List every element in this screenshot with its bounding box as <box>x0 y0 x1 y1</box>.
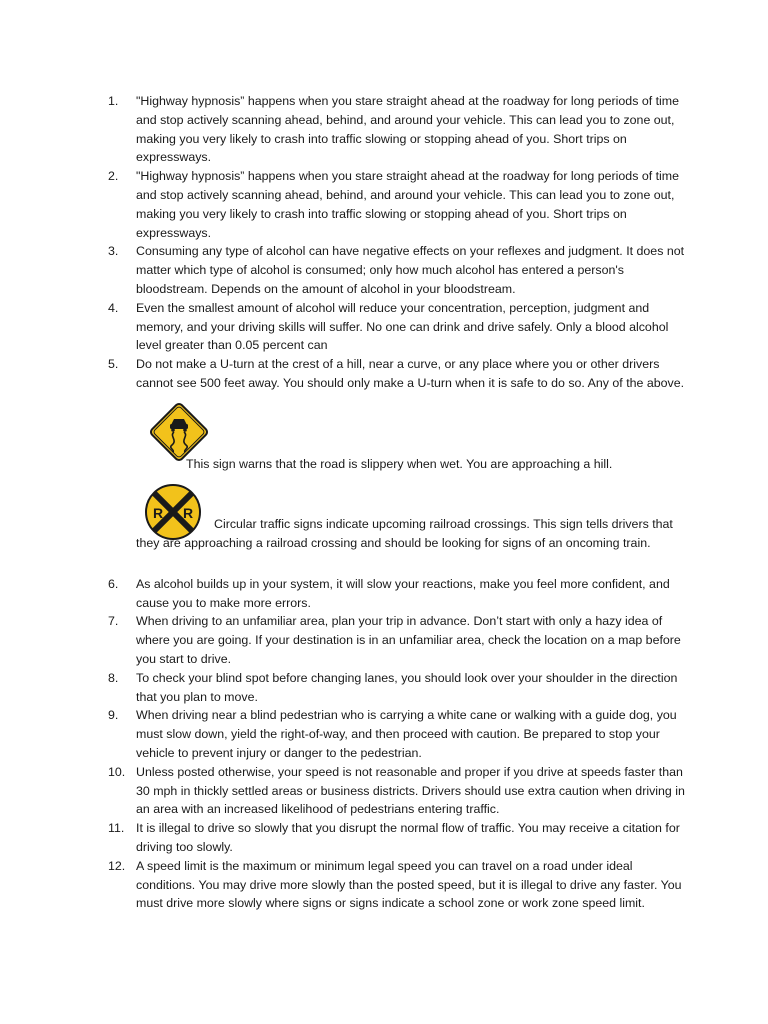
item-number: 11. <box>108 821 125 836</box>
item-text: Consuming any type of alcohol can have negative effects on your reflexes and judgment. It does not matter which type of alcohol is consumed; only how much alcohol has entered a person's bloodstream. Depends on the amount of alcohol in your bloodstream. <box>136 244 685 296</box>
numbered-list <box>108 92 688 913</box>
item-text: "Highway hypnosis” happens when you stare straight ahead at the roadway for long periods of time and stop actively scanning ahead, behind, and around your vehicle. This can lead you to zone out, making you very likely to crash into traffic slowing or stopping ahead of you. Short trips on expressways. <box>136 169 680 240</box>
item-number: 1. <box>108 94 119 108</box>
railroad-sign-block <box>108 479 688 575</box>
list-item <box>108 706 688 762</box>
item-number: 9. <box>108 708 119 723</box>
item-text: When driving near a blind pedestrian who is carrying a white cane or walking with a guide dog, you must slow down, yield the right-of-way, and then proceed with caution. Be prepared to stop your vehicle to prevent injury or danger to the pedestrian. <box>136 708 677 760</box>
item-text: When driving to an unfamiliar area, plan your trip in advance. Don’t start with only a hazy idea of where you are going. If your destination is in an unfamiliar area, check the location on a map before you start to drive. <box>136 614 681 666</box>
item-text: A speed limit is the maximum or minimum legal speed you can travel on a road under ideal conditions. You may drive more slowly than the posted speed, but it is illegal to drive any faster. You must drive more slowly where signs or signs indicate a school zone or work zone speed limit. <box>136 858 682 911</box>
list-item <box>108 355 688 393</box>
slippery-sign-caption: This sign warns that the road is slippery when wet. You are approaching a hill. <box>186 456 613 471</box>
item-text: Unless posted otherwise, your speed is not reasonable and proper if you drive at speeds faster than 30 mph in thickly settled areas or business districts. Drivers should use extra caution when driving in an area with an increased likelihood of pedestrians entering traffic. <box>136 764 685 817</box>
railroad-letter-left: R <box>152 504 164 521</box>
item-text: It is illegal to drive so slowly that you disrupt the normal flow of traffic. You may receive a citation for driving too slowly. <box>136 821 680 854</box>
slippery-sign-block <box>108 393 688 479</box>
list-item <box>108 819 688 857</box>
item-number: 5. <box>108 357 119 372</box>
railroad-sign-caption: Circular traffic signs indicate upcoming railroad crossings. This sign tells drivers that they are approaching a railroad crossing and should be looking for signs of an oncoming train. <box>136 516 673 550</box>
item-number: 10. <box>108 764 126 779</box>
item-number: 7. <box>108 614 119 629</box>
list-item <box>108 92 688 167</box>
item-number: 6. <box>108 576 119 591</box>
item-text: Do not make a U-turn at the crest of a hill, near a curve, or any place where you or other drivers cannot see 500 feet away. You should only make a U-turn when it is safe to do so. Any of the above. <box>136 357 685 390</box>
item-text: As alcohol builds up in your system, it will slow your reactions, make you feel more confident, and cause you to make more errors. <box>136 576 670 610</box>
list-item <box>108 763 688 819</box>
item-number: 12. <box>108 858 126 873</box>
item-text: To check your blind spot before changing lanes, you should look over your shoulder in the direction that you plan to move. <box>136 670 678 704</box>
list-item <box>108 612 688 668</box>
item-number: 2. <box>108 169 119 184</box>
slippery-when-wet-sign-icon <box>148 401 210 463</box>
item-text: "Highway hypnosis” happens when you stare straight ahead at the roadway for long periods of time and stop actively scanning ahead, behind, and around your vehicle. This can lead you to zone out, making you very likely to crash into traffic slowing or stopping ahead of you. Short trips on expressways. <box>136 94 680 165</box>
list-item <box>108 575 688 613</box>
item-number: 4. <box>108 300 119 315</box>
list-item <box>108 857 688 913</box>
list-item <box>108 242 688 298</box>
list-item <box>108 299 688 355</box>
item-number: 3. <box>108 244 119 259</box>
list-item <box>108 669 688 707</box>
list-item <box>108 167 688 242</box>
railroad-letter-right: R <box>182 504 194 521</box>
item-text: Even the smallest amount of alcohol will reduce your concentration, perception, judgment and memory, and your driving skills will suffer. No one can drink and drive safely. Only a blood alcohol level greater than 0.05 percent can <box>136 300 669 353</box>
item-number: 8. <box>108 670 119 685</box>
